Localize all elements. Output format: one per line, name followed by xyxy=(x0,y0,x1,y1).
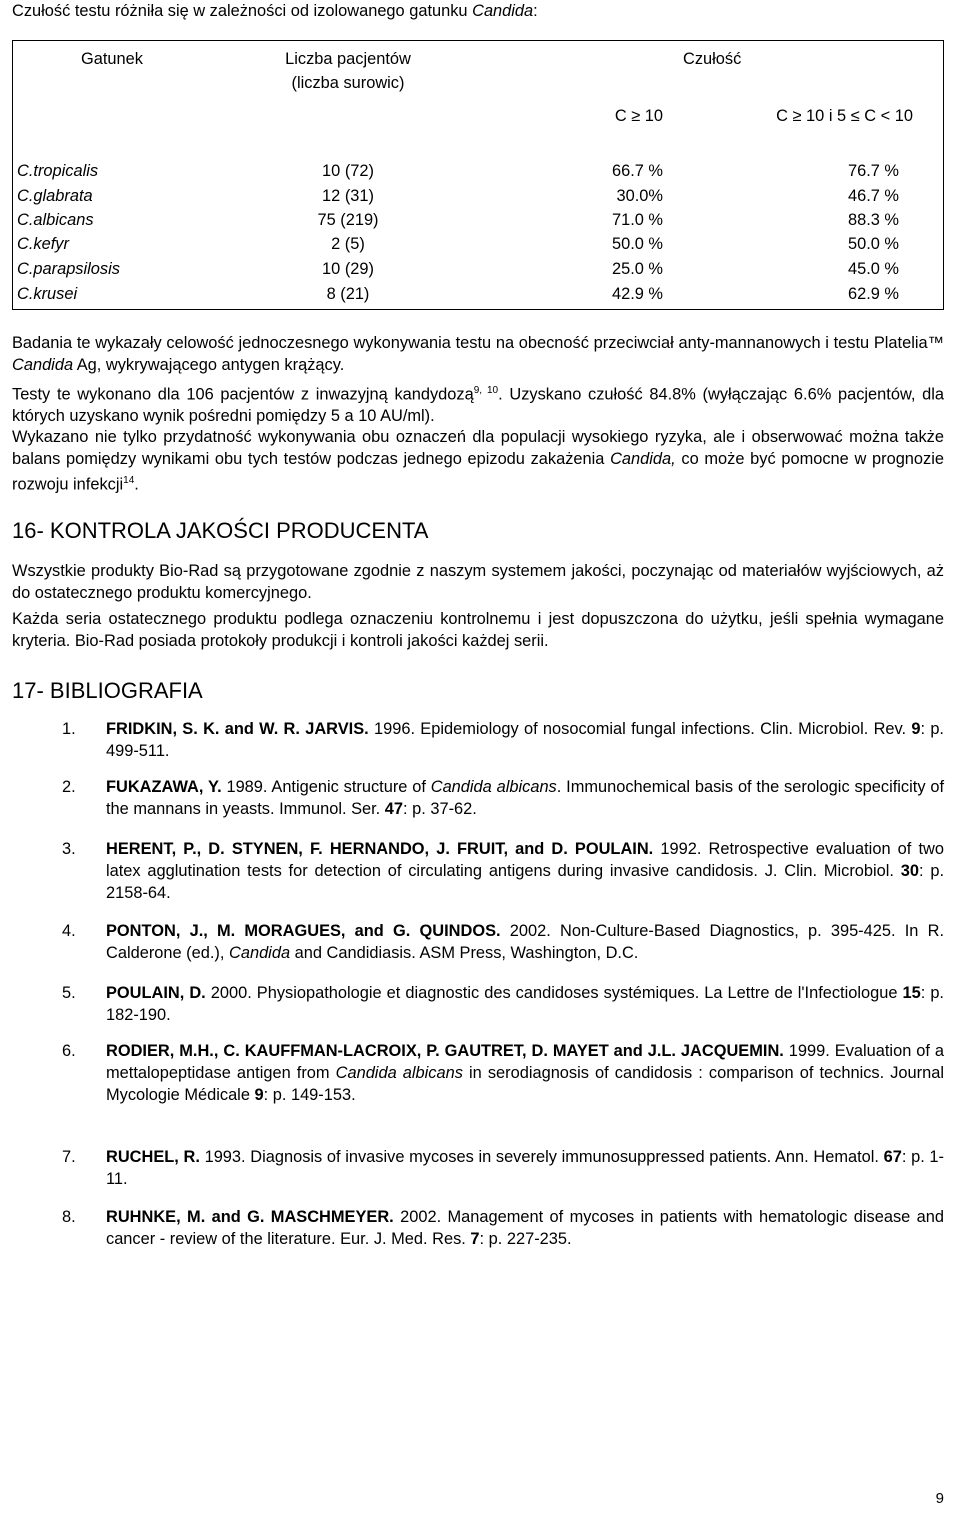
section-17-title: 17- BIBLIOGRAFIA xyxy=(12,678,203,703)
table-cell-species: C.kefyr xyxy=(17,235,69,253)
bibliography-citation: 1989. Antigenic structure of xyxy=(221,778,431,796)
bibliography-authors: POULAIN, D. xyxy=(106,984,206,1002)
section-16-title: 16- KONTROLA JAKOŚCI PRODUCENTA xyxy=(12,518,429,543)
bibliography-number: 7. xyxy=(62,1148,76,1166)
bibliography-text xyxy=(106,776,944,820)
para3-text-mid: co może być pomocne w prognozie rozwoju infekcji xyxy=(12,450,944,494)
bibliography-citation: 1993. Diagnosis of invasive mycoses in severely immunosuppressed patients. Ann. Hematol. xyxy=(199,1148,884,1166)
table-cell-sensitivity-b: 50.0 % xyxy=(847,235,899,253)
bibliography-italic: Candida albicans xyxy=(335,1064,463,1082)
intro-italic: Candida xyxy=(472,2,534,20)
bibliography-italic: Candida xyxy=(229,944,291,962)
table-cell-sensitivity-b: 62.9 % xyxy=(847,285,899,303)
para2-sup: 9, 10 xyxy=(473,385,499,396)
para3-italic: Candida, xyxy=(610,450,676,468)
table-cell-sensitivity-a: 25.0 % xyxy=(611,260,663,278)
para3-text: Wykazano nie tylko przydatność wykonywania obu oznaczeń dla populacji wysokiego ryzyka, ale i obserwować można także balans pomiędzy wynikami obu tych testów podczas jednego epizodu zakażenia xyxy=(12,428,944,468)
bibliography-item xyxy=(62,1040,944,1106)
para2-text-end: . Uzyskano czułość 84.8% (wyłączając 6.6% pacjentów, dla których uzyskano wynik pośredni pomiędzy 5 a 10 AU/ml). xyxy=(12,385,944,426)
bibliography-text xyxy=(106,1146,944,1190)
paragraph-2 xyxy=(12,380,944,427)
bibliography-text xyxy=(106,718,944,762)
header-col-b: C ≥ 10 i 5 ≤ C < 10 xyxy=(776,107,913,125)
para3-sup: 14 xyxy=(123,475,135,486)
bibliography-citation: 2002. Non-Culture-Based Diagnostics, p. 395-425. In R. Calderone (ed.), xyxy=(106,922,944,962)
bibliography-pages: : p. 149-153. xyxy=(263,1086,356,1104)
intro-colon: : xyxy=(533,2,538,20)
bibliography-item xyxy=(62,776,944,820)
header-patients-line2: (liczba surowic) xyxy=(291,74,405,92)
bibliography-pages: : p. 227-235. xyxy=(479,1230,572,1248)
section-16-paragraph-2: Każda seria ostatecznego produktu podlega oznaczeniu kontrolnemu i jest dopuszczona do użytku, jeśli spełnia wymagane kryteria. Bio-Rad posiada protokoły produkcji i kontroli jakości każdej serii. xyxy=(12,610,944,650)
bibliography-number: 3. xyxy=(62,840,76,858)
header-sensitivity: Czułość xyxy=(683,50,742,68)
bibliography-authors: HERENT, P., D. STYNEN, F. HERNANDO, J. FRUIT, and D. POULAIN. xyxy=(106,840,654,858)
paragraph-3 xyxy=(12,426,944,495)
bibliography-citation: 2000. Physiopathologie et diagnostic des candidoses systémiques. La Lettre de l'Infectiologue xyxy=(205,984,903,1002)
bibliography-citation-cont: in serodiagnosis of candidosis : comparison of technics. Journal Mycologie Médicale xyxy=(106,1064,944,1104)
bibliography-authors: PONTON, J., M. MORAGUES, and G. QUINDOS. xyxy=(106,922,501,940)
table-cell-patients: 8 (21) xyxy=(326,285,370,303)
bibliography-citation-cont: and Candidiasis. ASM Press, Washington, D.C. xyxy=(290,944,639,962)
bibliography-volume: 47 xyxy=(384,800,404,818)
bibliography-volume: 67 xyxy=(883,1148,902,1166)
bibliography-item xyxy=(62,1146,944,1190)
para1-text: Badania te wykazały celowość jednoczesnego wykonywania testu na obecność przeciwciał anty-mannanowych i testu Platelia™ xyxy=(12,334,944,352)
bibliography-number: 4. xyxy=(62,922,76,940)
header-species: Gatunek xyxy=(81,50,143,68)
table-cell-sensitivity-a: 42.9 % xyxy=(611,285,663,303)
table-cell-species: C.krusei xyxy=(17,285,78,303)
para2-text: Testy te wykonano dla 106 pacjentów z inwazyjną kandydozą xyxy=(12,385,474,404)
bibliography-number: 2. xyxy=(62,778,76,796)
bibliography-authors: FUKAZAWA, Y. xyxy=(106,778,222,796)
header-col-a: C ≥ 10 xyxy=(614,107,663,125)
para1-italic: Candida xyxy=(12,356,74,374)
bibliography-item xyxy=(62,920,944,964)
bibliography-item xyxy=(62,718,944,762)
table-cell-species: C.tropicalis xyxy=(17,162,99,180)
bibliography-pages: : p. 182-190. xyxy=(106,984,944,1024)
table-cell-patients: 2 (5) xyxy=(331,235,365,253)
bibliography-text xyxy=(106,920,944,964)
table-cell-patients: 12 (31) xyxy=(322,187,374,205)
bibliography-volume: 9 xyxy=(911,720,921,738)
bibliography-text xyxy=(106,1206,944,1250)
table-cell-patients: 10 (29) xyxy=(322,260,374,278)
table-cell-sensitivity-b: 88.3 % xyxy=(847,211,899,229)
table-cell-patients: 75 (219) xyxy=(317,211,379,229)
bibliography-pages: : p. 2158-64. xyxy=(106,862,944,902)
bibliography-pages: : p. 1-11. xyxy=(106,1148,945,1188)
paragraph-1 xyxy=(12,332,944,376)
bibliography-text xyxy=(106,1040,944,1106)
bibliography-authors: FRIDKIN, S. K. and W. R. JARVIS. xyxy=(106,720,369,738)
para3-text-end: . xyxy=(134,475,139,494)
bibliography-citation-cont: . Immunochemical basis of the serologic specificity of the mannans in yeasts. Immunol. Ser. xyxy=(106,778,945,818)
bibliography-item xyxy=(62,838,944,904)
bibliography-pages: : p. 499-511. xyxy=(106,720,944,760)
table-cell-sensitivity-a: 30.0% xyxy=(616,187,663,205)
sensitivity-table xyxy=(12,40,944,310)
bibliography-authors: RODIER, M.H., C. KAUFFMAN-LACROIX, P. GAUTRET, D. MAYET and J.L. JACQUEMIN. xyxy=(106,1042,784,1060)
bibliography-volume: 7 xyxy=(470,1230,480,1248)
bibliography-citation: 1999. Evaluation of a mettalopeptidase antigen from xyxy=(106,1042,944,1082)
table-cell-sensitivity-a: 66.7 % xyxy=(611,162,663,180)
table-cell-sensitivity-a: 71.0 % xyxy=(611,211,663,229)
bibliography-pages: : p. 37-62. xyxy=(403,800,477,818)
table-cell-sensitivity-b: 76.7 % xyxy=(847,162,899,180)
bibliography-citation: 1996. Epidemiology of nosocomial fungal infections. Clin. Microbiol. Rev. xyxy=(368,720,912,738)
header-patients-line1: Liczba pacjentów xyxy=(285,50,411,68)
bibliography-number: 1. xyxy=(62,720,76,738)
bibliography-item xyxy=(62,982,944,1026)
bibliography-volume: 15 xyxy=(902,984,921,1002)
section-16-paragraph-1: Wszystkie produkty Bio-Rad są przygotowane zgodnie z naszym systemem jakości, poczynając od materiałów wyjściowych, aż do ostatecznego produktu komercyjnego. xyxy=(12,562,944,602)
table-cell-patients: 10 (72) xyxy=(322,162,374,180)
bibliography-citation: 2002. Management of mycoses in patients with hematologic disease and cancer - review of the literature. Eur. J. Med. Res. xyxy=(106,1208,944,1248)
bibliography-citation: 1992. Retrospective evaluation of two latex agglutination tests for detection of circulating antigens during invasive candidosis. J. Clin. Microbiol. xyxy=(106,840,944,880)
table-cell-sensitivity-b: 45.0 % xyxy=(847,260,899,278)
intro-line xyxy=(12,2,538,21)
table-cell-sensitivity-b: 46.7 % xyxy=(847,187,899,205)
bibliography-number: 5. xyxy=(62,984,76,1002)
table-cell-sensitivity-a: 50.0 % xyxy=(611,235,663,253)
table-cell-species: C.glabrata xyxy=(17,187,93,205)
para1-text-end: Ag, wykrywającego antygen krążący. xyxy=(73,356,345,374)
bibliography-authors: RUCHEL, R. xyxy=(106,1148,200,1166)
bibliography-number: 8. xyxy=(62,1208,76,1226)
bibliography-text xyxy=(106,838,944,904)
bibliography-italic: Candida albicans xyxy=(430,778,557,796)
table-cell-species: C.albicans xyxy=(17,211,94,229)
bibliography-authors: RUHNKE, M. and G. MASCHMEYER. xyxy=(106,1208,394,1226)
intro-text: Czułość testu różniła się w zależności od izolowanego gatunku xyxy=(12,2,473,20)
bibliography-volume: 9 xyxy=(254,1086,264,1104)
bibliography-text xyxy=(106,982,944,1026)
table-cell-species: C.parapsilosis xyxy=(17,260,120,278)
bibliography-number: 6. xyxy=(62,1042,76,1060)
bibliography-volume: 30 xyxy=(900,862,919,880)
bibliography-item xyxy=(62,1206,944,1250)
page-number: 9 xyxy=(935,1490,944,1507)
